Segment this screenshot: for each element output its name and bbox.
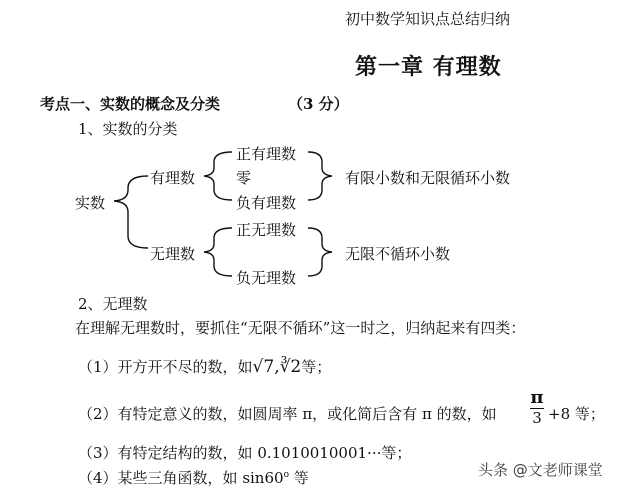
rational-left-brace <box>204 152 232 200</box>
header-note: 初中数学知识点总结归纳 <box>345 10 511 28</box>
fraction-denominator: 3 <box>532 409 542 427</box>
watermark: 头条 @文老师课堂 <box>478 461 603 479</box>
rational-note: 有限小数和无限循环小数 <box>345 169 511 187</box>
item-suffix: 等 <box>288 469 309 487</box>
irrational-child: 负无理数 <box>236 269 297 287</box>
pi-fraction <box>530 389 544 426</box>
root-brace <box>114 176 148 248</box>
list-item: （3）有特定结构的数，如 0.1010010001···等； <box>78 444 412 462</box>
item-suffix: 等； <box>301 358 332 376</box>
classification-heading: 1、实数的分类 <box>78 120 178 138</box>
root-label: 实数 <box>75 194 106 212</box>
rational-right-brace <box>308 152 332 200</box>
item-text: （4）某些三角函数，如 sin60 <box>78 469 284 487</box>
irrational-heading: 2、无理数 <box>78 295 148 313</box>
rational-child: 负有理数 <box>236 194 297 212</box>
item-text: （2）有特定意义的数，如圆周率 π，或化简后含有 π 的数，如 <box>78 405 497 423</box>
list-item <box>78 403 497 424</box>
item-text: （1）开方开不尽的数，如 <box>78 358 253 376</box>
rational-child: 零 <box>236 169 252 187</box>
list-item <box>78 356 331 377</box>
irrational-intro: 在理解无理数时，要抓住“无限不循环”这一时之，归纳起来有四类： <box>75 319 526 337</box>
item-suffix: +8 等； <box>548 405 605 423</box>
list-item <box>78 467 309 488</box>
irrational-right-brace <box>308 228 332 276</box>
section-title: 考点一、实数的概念及分类 <box>40 95 221 113</box>
degree-sup: o <box>283 470 289 480</box>
rational-label: 有理数 <box>150 169 196 187</box>
irrational-child: 正无理数 <box>236 221 297 239</box>
section-score: （3 分） <box>288 95 349 113</box>
irrational-note: 无限不循环小数 <box>345 245 451 263</box>
rational-child: 正有理数 <box>236 145 297 163</box>
irrational-left-brace <box>204 228 232 276</box>
irrational-label: 无理数 <box>150 245 196 263</box>
chapter-title: 第一章 有理数 <box>355 54 502 80</box>
item-math: √7,∛2 <box>252 357 302 377</box>
fraction-numerator: π <box>530 387 544 408</box>
